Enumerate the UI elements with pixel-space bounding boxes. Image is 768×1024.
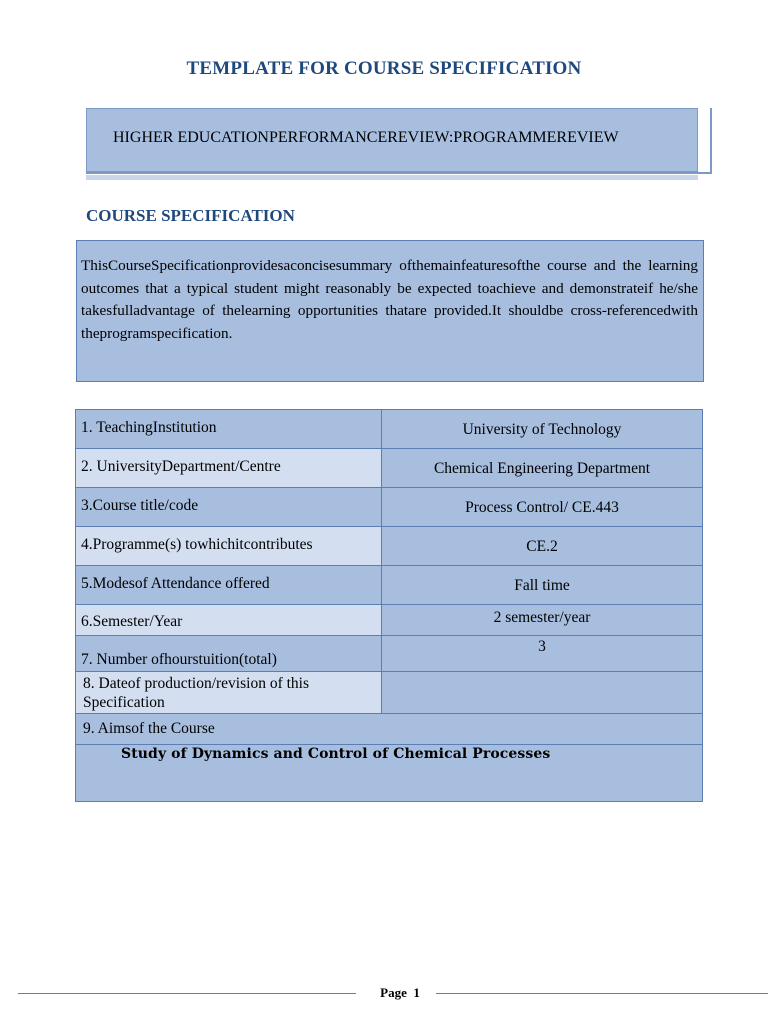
- row-label: 8. Dateof production/revision of this Specification: [76, 672, 382, 714]
- table-row: [76, 605, 703, 636]
- aims-text: Study of Dynamics and Control of Chemical Processes: [121, 746, 551, 762]
- table-row: [76, 566, 703, 605]
- row-label: 3.Course title/code: [76, 488, 382, 527]
- row-label: 4.Programme(s) towhichitcontributes: [76, 527, 382, 566]
- table-row: [76, 449, 703, 488]
- row-value: Fall time: [382, 566, 703, 605]
- row-value: University of Technology: [382, 410, 703, 449]
- table-row: [76, 636, 703, 672]
- row-label: 1. TeachingInstitution: [76, 410, 382, 449]
- footer-divider-left: [18, 993, 356, 994]
- row-value: 3: [382, 636, 703, 672]
- page-number: 1: [413, 985, 420, 1000]
- table-row: [76, 714, 703, 745]
- banner-underline: [86, 175, 698, 180]
- row-value: Process Control/ CE.443: [382, 488, 703, 527]
- page-footer: [370, 985, 430, 1001]
- banner-shadow-bottom: [86, 172, 712, 174]
- row-value: CE.2: [382, 527, 703, 566]
- row-value: Chemical Engineering Department: [382, 449, 703, 488]
- table-row: [76, 745, 703, 802]
- review-banner: [86, 108, 698, 172]
- footer-divider-right: [436, 993, 768, 994]
- aims-label: 9. Aimsof the Course: [76, 714, 703, 745]
- row-label: 2. UniversityDepartment/Centre: [76, 449, 382, 488]
- table-row: [76, 672, 703, 714]
- row-label: 6.Semester/Year: [76, 605, 382, 636]
- intro-text: ThisCourseSpecificationprovidesaconcisesummary ofthemainfeaturesofthe course and the learning outcomes that a typical student might reasonably be expected toachieve and demonstrateif he/she takesfulladvantage of thelearning opportunities thatare provided.It shouldbe cross-referencedwith theprogramspecification.: [81, 257, 698, 342]
- row-value: [382, 672, 703, 714]
- row-value: 2 semester/year: [382, 605, 703, 636]
- table-row: [76, 410, 703, 449]
- banner-shadow-right: [710, 108, 712, 174]
- row-label: 5.Modesof Attendance offered: [76, 566, 382, 605]
- spec-table: [75, 409, 703, 802]
- page-title: TEMPLATE FOR COURSE SPECIFICATION: [186, 58, 582, 79]
- aims-cell: [76, 745, 703, 802]
- row-label: 7. Number ofhourstuition(total): [76, 636, 382, 672]
- table-row: [76, 527, 703, 566]
- page-label: Page: [380, 985, 407, 1000]
- section-heading: COURSE SPECIFICATION: [86, 206, 295, 225]
- table-row: [76, 488, 703, 527]
- intro-box: [76, 240, 704, 382]
- review-banner-text: HIGHER EDUCATIONPERFORMANCEREVIEW:PROGRAMMEREVIEW: [113, 129, 619, 146]
